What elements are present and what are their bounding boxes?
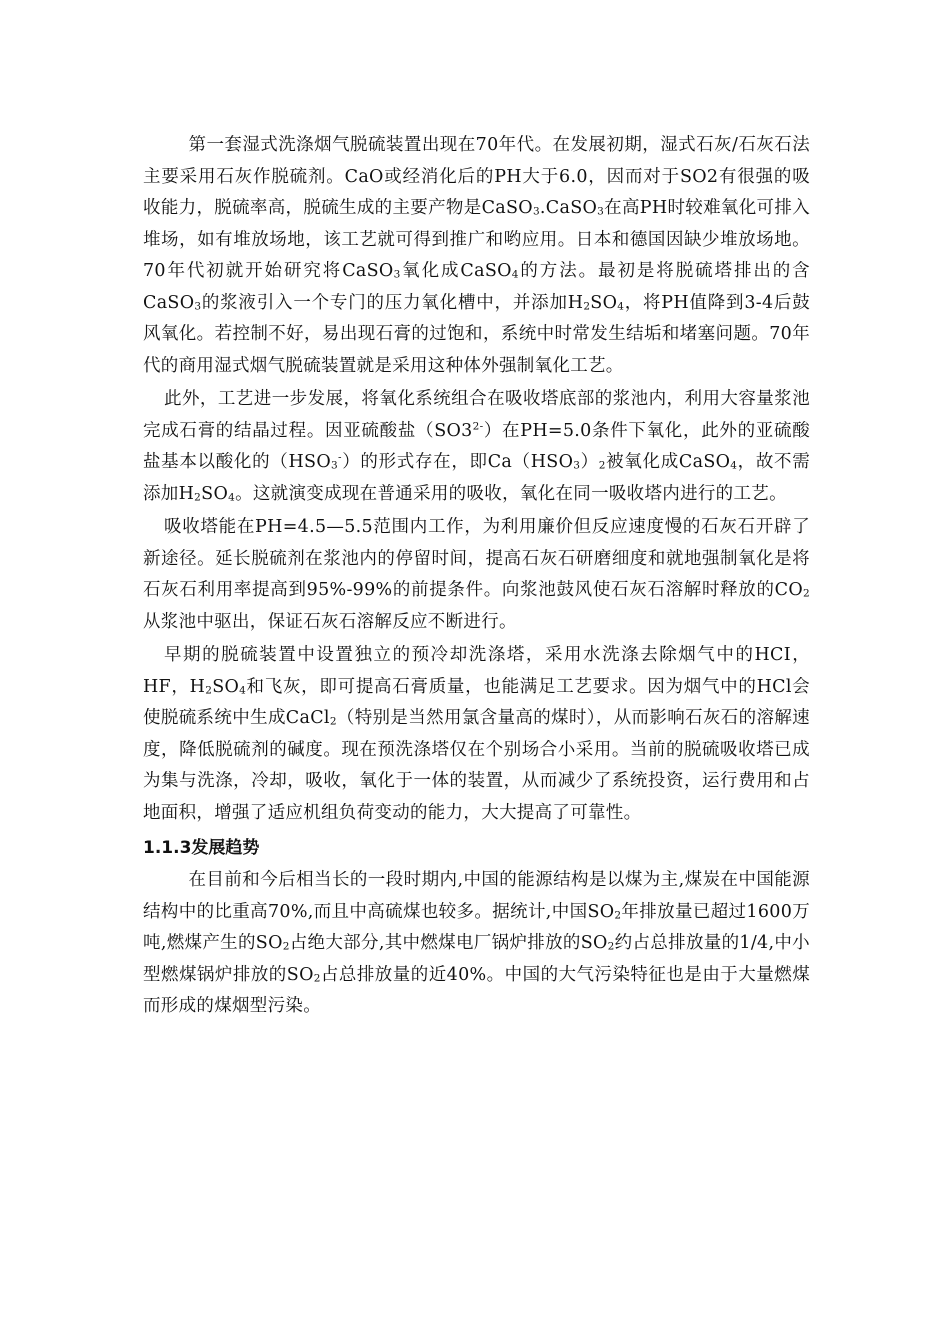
paragraph-development-trend: 在目前和今后相当长的一段时期内,中国的能源结构是以煤为主,煤炭在中国能源结构中的比重高70%,而且中高硫煤也较多。据统计,中国$SO_2$年排放量已超过1600万吨,燃煤产生的$SO_2$占绝大部分,其中燃煤电厂锅炉排放的$SO_2$约占总排放量的1/4,中小型燃煤锅炉排放的$SO_2$占总排放量的近40%。中国的大气污染特征也是由于大量燃煤而形成的煤烟型污染。 xyxy=(143,870,810,1016)
paragraph-limestone-absorber: 吸收塔能在PH=4.5—5.5范围内工作，为利用廉价但反应速度慢的石灰石开辟了新途径。延长脱硫剂在浆池内的停留时间，提高石灰石研磨细度和就地强制氧化是将石灰石利用率提高到95%-99%的前提条件。向浆池鼓风使石灰石溶解时释放的$CO_2$从浆池中驱出，保证石灰石溶解反应不断进行。 xyxy=(143,517,810,632)
section-heading: 1.1.3发展趋势 xyxy=(143,838,260,858)
document-body xyxy=(143,130,810,1023)
paragraph-in-situ-oxidation: 此外，工艺进一步发展，将氧化系统组合在吸收塔底部的浆池内，利用大容量浆池完成石膏的结晶过程。因亚硫酸盐$(SO3^{2-})$在PH=5.0条件下氧化，此外的亚硫酸盐基本以酸化的$(HSO_3^-)$的形式存在，即$Ca(HSO_3)_2$被氧化成CaSO$_4$，故不需添加$H_2SO_4$。这就演变成现在普通采用的吸收，氧化在同一吸收塔内进行的工艺。 xyxy=(143,389,811,504)
paragraph-wet-fgd-history: 第一套湿式洗涤烟气脱硫装置出现在70年代。在发展初期，湿式石灰/石灰石法主要采用石灰作脱硫剂。CaO或经消化后的PH大于6.0，因而对于SO2有很强的吸收能力，脱硫率高，脱硫生成的主要产物是CaSO$_3$.CaSO$_3$在高PH时较难氧化可排入堆场，如有堆放场地，该工艺就可得到推广和哟应用。日本和德国因缺少堆放场地。70年代初就开始研究将CaSO$_3$氧化成CaSO$_4$的方法。最初是将脱硫塔排出的含CaSO$_3$的浆液引入一个专门的压力氧化槽中，并添加$H_2SO_4$，将PH值降到3-4后鼓风氧化。若控制不好，易出现石膏的过饱和，系统中时常发生结垢和堵塞问题。70年代的商用湿式烟气脱硫装置就是采用这种体外强制氧化工艺。 xyxy=(143,135,810,376)
paragraph-prewash-tower: 早期的脱硫装置中设置独立的预冷却洗涤塔，采用水洗涤去除烟气中的HCI，HF，$H_2SO_4$和飞灰，即可提高石膏质量，也能满足工艺要求。因为烟气中的HCl会使脱硫系统中生成CaCl$_2$（特别是当然用氯含量高的煤时），从而影响石灰石的溶解速度，降低脱硫剂的碱度。现在预洗涤塔仅在个别场合小采用。当前的脱硫吸收塔已成为集与洗涤，冷却，吸收，氧化于一体的装置，从而减少了系统投资，运行费用和占地面积，增强了适应机组负荷变动的能力，大大提高了可靠性。 xyxy=(143,645,810,823)
